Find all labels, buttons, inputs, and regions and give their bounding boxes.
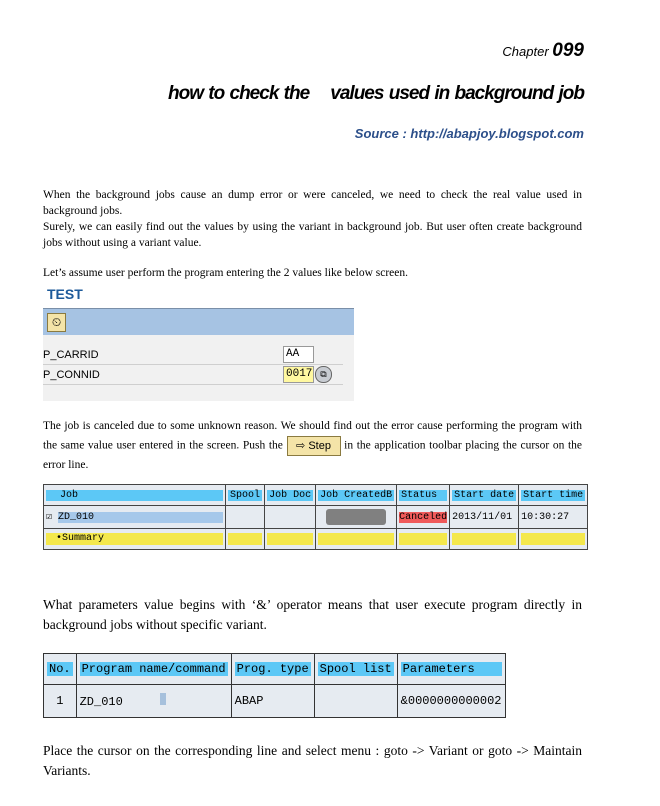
- p-carrid-input[interactable]: AA: [283, 346, 314, 363]
- multiple-selection-icon[interactable]: ⧉: [315, 366, 332, 383]
- chapter-label: Chapter: [502, 44, 549, 59]
- chapter-heading: [502, 40, 584, 62]
- sap-selection-screen: [43, 308, 354, 401]
- field-row: P_CONNID 0017 ⧉: [43, 366, 343, 385]
- table-row[interactable]: 1 ZD_010 ABAP &0000000000002: [44, 685, 506, 718]
- table-header-row: No. Program name/command Prog. type Spool list Parameters: [44, 654, 506, 685]
- field-row: P_CARRID AA: [43, 346, 343, 365]
- execute-icon[interactable]: ⏲: [47, 313, 66, 332]
- table-header-row: Job Spool Job Doc Job CreatedB Status Start date Start time: [44, 485, 588, 506]
- step-icon: ⇨: [296, 440, 306, 452]
- redacted-block: [326, 509, 386, 525]
- paragraph: Place the cursor on the corresponding line and select menu : goto -> Variant or goto -> Maintain Variants.: [43, 743, 582, 778]
- status-badge: Canceled: [399, 511, 448, 523]
- step-button[interactable]: ⇨ Step: [287, 436, 341, 456]
- step-table: [43, 653, 506, 718]
- p-connid-input[interactable]: 0017: [283, 366, 314, 383]
- source-link[interactable]: Source : http://abapjoy.blogspot.com: [354, 126, 584, 141]
- summary-row: •Summary: [44, 529, 588, 550]
- page-title: how to check the values used in background job: [168, 83, 584, 104]
- paragraph: Let’s assume user perform the program entering the 2 values like below screen.: [43, 267, 409, 279]
- job-table: [43, 484, 588, 550]
- chapter-number: 099: [552, 40, 584, 61]
- application-toolbar: [43, 309, 354, 335]
- paragraph: The job is canceled due to some unknown reason. We should find out the error cause performing the program with the same value user entered in the screen. Push the ⇨ Step in the application toolbar placing the cursor on the error line.: [43, 420, 583, 471]
- paragraph: What parameters value begins with ‘&’ operator means that user execute program directly in background jobs without specific variant.: [43, 597, 582, 632]
- table-row[interactable]: ☑ ZD_010 Canceled 2013/11/01 10:30:27: [44, 506, 588, 529]
- checkbox[interactable]: ☑: [46, 512, 53, 523]
- sap-screen-title: TEST: [47, 286, 83, 302]
- paragraph: When the background jobs cause an dump error or were canceled, we need to check the real value used in background jobs. Surely, we can easily find out the values by using the variant in background job. But user often create background jobs without using a variant value.: [43, 189, 582, 249]
